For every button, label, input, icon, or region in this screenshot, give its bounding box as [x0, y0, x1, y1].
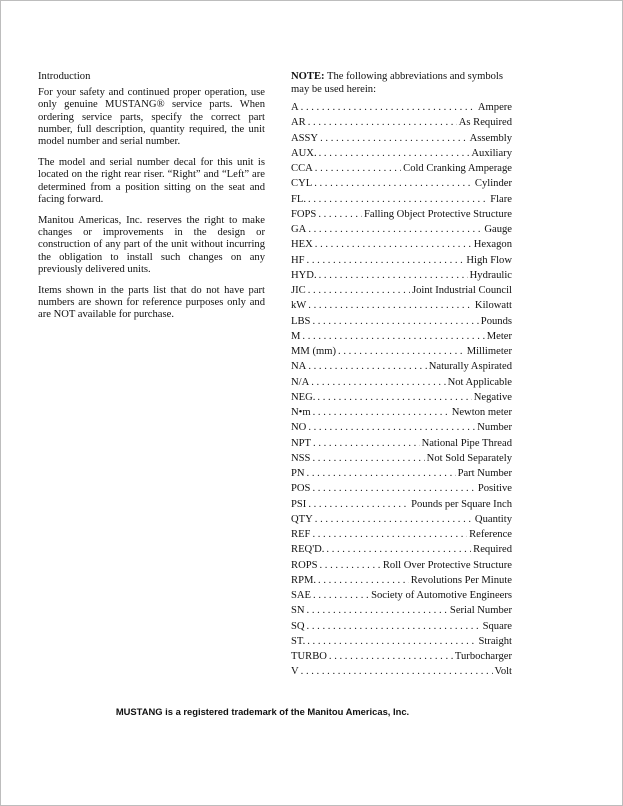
abbreviation-code: TURBO [291, 651, 327, 663]
abbreviation-row [291, 115, 512, 130]
abbreviation-meaning: Square [482, 620, 512, 632]
abbreviation-meaning: Reference [469, 529, 512, 541]
dot-leader [312, 314, 478, 329]
abbreviation-row [291, 664, 512, 679]
abbreviation-row [291, 466, 512, 481]
dot-leader [308, 192, 488, 207]
abbreviation-code: LBS [291, 315, 311, 327]
abbreviation-row [291, 131, 512, 146]
abbreviation-meaning: Millimeter [466, 346, 512, 358]
dot-leader [307, 253, 465, 268]
abbreviation-meaning: Serial Number [449, 605, 512, 617]
abbreviation-code: PSI [291, 498, 307, 510]
abbreviation-row [291, 207, 512, 222]
abbreviation-code: REQ'D. [291, 544, 325, 556]
abbreviation-code: QTY [291, 513, 313, 525]
abbreviation-row [291, 253, 512, 268]
dot-leader [307, 634, 476, 649]
abbreviation-code: HYD. [291, 269, 317, 281]
abbreviation-row [291, 237, 512, 252]
abbreviation-meaning: Hydraulic [469, 269, 512, 281]
abbreviation-row [291, 512, 512, 527]
dot-leader [308, 359, 426, 374]
abbreviation-row [291, 192, 512, 207]
abbreviation-row [291, 176, 512, 191]
intro-paragraph-serial-decal: The model and serial number decal for this unit is located on the right rear riser. “Right” and “Left” are determined from a position sitting on the seat and facing forward. [38, 157, 265, 205]
abbreviation-meaning: Falling Object Protective Structure [364, 208, 512, 220]
dot-leader [308, 497, 409, 512]
dot-leader [311, 375, 445, 390]
abbreviation-row [291, 283, 512, 298]
abbreviation-row [291, 390, 512, 405]
abbreviation-meaning: Turbocharger [454, 651, 512, 663]
dot-leader [315, 237, 472, 252]
dot-leader [315, 512, 473, 527]
abbreviation-row [291, 436, 512, 451]
abbreviation-meaning: Not Applicable [447, 376, 512, 388]
dot-leader [307, 619, 481, 634]
dot-leader [329, 649, 453, 664]
abbreviation-meaning: Quantity [474, 513, 512, 525]
dot-leader [318, 573, 409, 588]
dot-leader [312, 481, 475, 496]
dot-leader [317, 390, 471, 405]
abbreviation-code: JIC [291, 285, 306, 297]
dot-leader [313, 588, 369, 603]
abbreviation-code: N/A [291, 376, 310, 388]
abbreviation-code: ASSY [291, 132, 319, 144]
abbreviation-meaning: Straight [478, 635, 512, 647]
intro-paragraph-reference-items: Items shown in the parts list that do not have part numbers are shown for reference purposes only and are NOT available for purchase. [38, 285, 265, 321]
abbreviation-code: FOPS [291, 208, 317, 220]
abbreviation-code: NSS [291, 452, 311, 464]
dot-leader [302, 329, 484, 344]
abbreviation-row [291, 573, 512, 588]
note-text: The following abbreviations and symbols may be used herein: [291, 71, 503, 95]
dot-leader [320, 558, 381, 573]
dot-leader [314, 176, 473, 191]
dot-leader [319, 146, 470, 161]
dot-leader [308, 115, 457, 130]
dot-leader [301, 100, 476, 115]
abbreviation-code: POS [291, 483, 311, 495]
abbreviation-meaning: Flare [490, 193, 512, 205]
abbreviation-row [291, 497, 512, 512]
abbreviation-code: NO [291, 422, 307, 434]
dot-leader [307, 603, 448, 618]
abbreviation-code: N•m [291, 407, 311, 419]
abbreviation-meaning: Meter [486, 330, 512, 342]
abbreviation-row [291, 146, 512, 161]
abbreviation-code: MM (mm) [291, 346, 337, 358]
dot-leader [312, 451, 424, 466]
abbreviation-meaning: Cold Cranking Amperage [403, 163, 512, 175]
dot-leader [315, 161, 401, 176]
abbreviation-row [291, 359, 512, 374]
abbreviation-code: AUX. [291, 147, 317, 159]
dot-leader [338, 344, 465, 359]
abbreviation-code: RPM. [291, 574, 317, 586]
abbreviation-code: AR [291, 117, 306, 129]
dot-leader [326, 542, 471, 557]
abbreviation-code: SQ [291, 620, 305, 632]
abbreviation-row [291, 527, 512, 542]
abbreviation-meaning: Revolutions Per Minute [410, 574, 512, 586]
abbreviation-row [291, 451, 512, 466]
abbreviation-meaning: Auxiliary [471, 147, 512, 159]
abbreviations-note [291, 71, 512, 96]
dot-leader [319, 268, 468, 283]
abbreviation-code: ROPS [291, 559, 318, 571]
dot-leader [313, 436, 420, 451]
abbreviation-row [291, 634, 512, 649]
abbreviation-meaning: Joint Industrial Council [411, 285, 512, 297]
abbreviation-code: NA [291, 361, 307, 373]
abbreviation-meaning: Not Sold Separately [426, 452, 512, 464]
abbreviation-row [291, 314, 512, 329]
abbreviation-meaning: Required [473, 544, 512, 556]
abbreviation-code: A [291, 102, 299, 114]
dot-leader [308, 222, 482, 237]
abbreviation-meaning: Assembly [469, 132, 512, 144]
abbreviation-meaning: Naturally Aspirated [428, 361, 512, 373]
abbreviation-code: CYL [291, 178, 313, 190]
abbreviation-meaning: Positive [477, 483, 512, 495]
abbreviation-row [291, 344, 512, 359]
abbreviation-code: NPT [291, 437, 312, 449]
abbreviation-code: GA [291, 224, 307, 236]
abbreviation-meaning: As Required [458, 117, 512, 129]
abbreviation-code: REF [291, 529, 311, 541]
abbreviation-row [291, 649, 512, 664]
abbreviation-meaning: Kilowatt [474, 300, 512, 312]
abbreviation-meaning: National Pipe Thread [421, 437, 512, 449]
abbreviation-meaning: Number [477, 422, 512, 434]
abbreviation-code: V [291, 666, 299, 678]
abbreviation-meaning: Volt [494, 666, 512, 678]
abbreviation-meaning: Gauge [484, 224, 512, 236]
abbreviation-meaning: Newton meter [451, 407, 512, 419]
dot-leader [313, 405, 450, 420]
abbreviation-meaning: Society of Automotive Engineers [371, 590, 512, 602]
intro-paragraph-changes: Manitou Americas, Inc. reserves the right to make changes or improvements in the design or construction of any part of the unit without incurring the obligation to install such changes on any previously delivered units. [38, 215, 265, 275]
abbreviation-code: SN [291, 605, 305, 617]
abbreviation-code: FL. [291, 193, 307, 205]
abbreviation-row [291, 222, 512, 237]
abbreviations-column [291, 71, 512, 680]
dot-leader [307, 466, 456, 481]
abbreviation-meaning: High Flow [466, 254, 512, 266]
abbreviation-meaning: Part Number [457, 468, 512, 480]
abbreviation-row [291, 298, 512, 313]
abbreviation-row [291, 542, 512, 557]
dot-leader [312, 527, 467, 542]
dot-leader [320, 131, 468, 146]
abbreviation-row [291, 405, 512, 420]
abbreviation-row [291, 481, 512, 496]
abbreviation-meaning: Pounds [480, 315, 512, 327]
abbreviation-meaning: Negative [473, 391, 512, 403]
abbreviation-row [291, 161, 512, 176]
abbreviation-meaning: Cylinder [474, 178, 512, 190]
abbreviation-row [291, 420, 512, 435]
dot-leader [318, 207, 362, 222]
dot-leader [308, 283, 410, 298]
abbreviation-row [291, 603, 512, 618]
abbreviation-code: SAE [291, 590, 312, 602]
abbreviation-meaning: Hexagon [473, 239, 512, 251]
abbreviation-row [291, 619, 512, 634]
abbreviation-row [291, 268, 512, 283]
abbreviation-row [291, 588, 512, 603]
dot-leader [308, 298, 473, 313]
dot-leader [301, 664, 493, 679]
abbreviation-code: HEX [291, 239, 313, 251]
abbreviation-code: ST. [291, 635, 306, 647]
abbreviation-row [291, 375, 512, 390]
abbreviations-list [291, 100, 512, 680]
introduction-heading: Introduction [38, 71, 91, 82]
abbreviation-code: M [291, 330, 301, 342]
abbreviation-row [291, 558, 512, 573]
abbreviation-code: PN [291, 468, 305, 480]
abbreviation-row [291, 329, 512, 344]
abbreviation-meaning: Roll Over Protective Structure [382, 559, 512, 571]
intro-paragraph-safety: For your safety and continued proper operation, use only genuine MUSTANG® service parts. When ordering service parts, specify the correct part number, full description, quantity required, the unit model number and serial number. [38, 87, 265, 148]
trademark-footer: MUSTANG is a registered trademark of the Manitou Americas, Inc. [115, 706, 410, 717]
abbreviation-code: kW [291, 300, 307, 312]
abbreviation-code: HF [291, 254, 305, 266]
abbreviation-meaning: Pounds per Square Inch [411, 498, 512, 510]
dot-leader [308, 420, 475, 435]
abbreviation-meaning: Ampere [477, 102, 512, 114]
abbreviation-code: NEG. [291, 391, 316, 403]
introduction-column [38, 71, 265, 331]
note-label: NOTE: [291, 71, 325, 82]
abbreviation-code: CCA [291, 163, 313, 175]
abbreviation-row [291, 100, 512, 115]
